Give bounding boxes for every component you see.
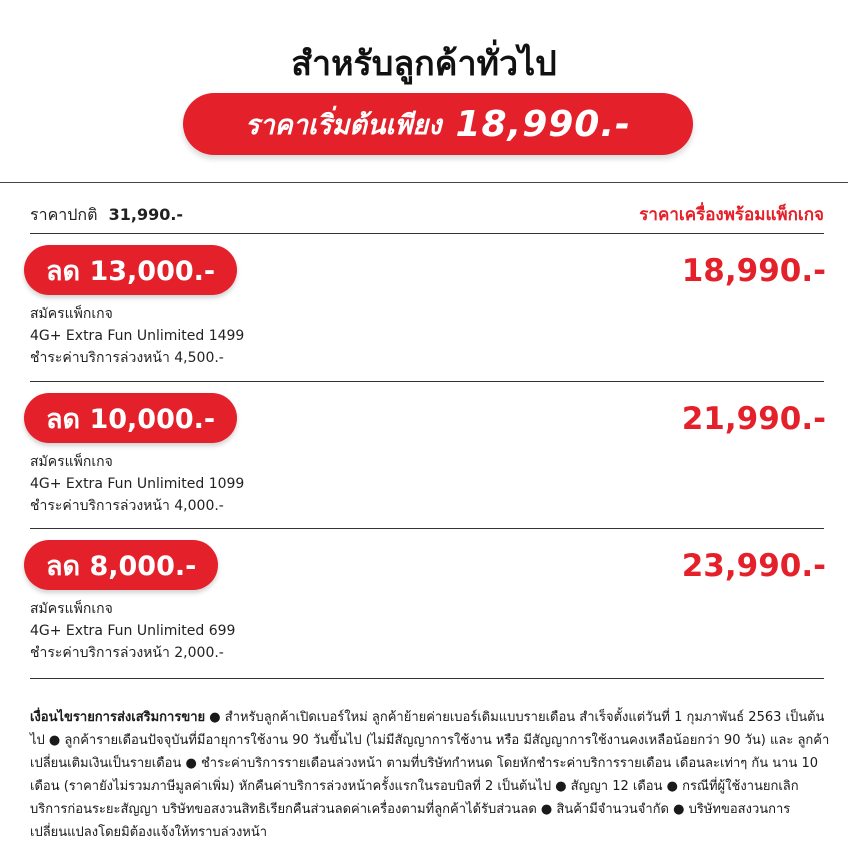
package-name: 4G+ Extra Fun Unlimited 1099	[30, 476, 245, 492]
promotion-conditions	[30, 706, 830, 844]
regular-price-row	[30, 203, 183, 228]
tier-details	[30, 598, 235, 664]
banner-label: ราคาเริ่มต้นเพียง	[245, 109, 442, 141]
conditions-title: เงื่อนไขรายการส่งเสริมการขาย	[30, 710, 206, 725]
divider	[30, 233, 824, 234]
tier-price: 21,990.-	[681, 401, 826, 437]
tier-details	[30, 451, 244, 517]
conditions-body: ● สำหรับลูกค้าเปิดเบอร์ใหม่ ลูกค้าย้ายค่ายเบอร์เดิมแบบรายเดือน สำเร็จตั้งแต่วันที่ 1 กุมภาพันธ์ 2563 เป็นต้นไป ● ลูกค้ารายเดือนปัจจุบันที่มีอายุการใช้งาน 90 วันขึ้นไป (ไม่มีสัญญาการใช้งาน หรือ มีสัญญาการใช้งานคงเหลือน้อยกว่า 90 วัน) และ ลูกค้าเปลี่ยนเติมเงินเป็นรายเดือน ● ชำระค่าบริการรายเดือนล่วงหน้า ตามที่บริษัทกำหนด โดยหักชำระค่าบริการรายเดือน เดือนละเท่าๆ กัน นาน 10 เดือน (ราคายังไม่รวมภาษีมูลค่าเพิ่ม) หักคืนค่าบริการล่วงหน้าครั้งแรกในรอบบิลที่ 2 เป็นต้นไป ● สัญญา 12 เดือน ● กรณีที่ผู้ใช้งานยกเลิกบริการก่อนระยะสัญญา บริษัทขอสงวนสิทธิเรียกคืนส่วนลดค่าเครื่องตามที่ลูกค้าได้รับส่วนลด ● สินค้ามีจำนวนจำกัด ● บริษัทขอสงวนการเปลี่ยนแปลงโดยมิต้องแจ้งให้ทราบล่วงหน้า	[30, 710, 830, 840]
advance-payment: ชำระค่าบริการล่วงหน้า 4,500.-	[30, 350, 224, 366]
tier-price: 23,990.-	[681, 548, 826, 584]
discount-badge: ลด 10,000.-	[24, 393, 237, 443]
regular-price-label: ราคาปกติ	[30, 205, 98, 224]
package-label: สมัครแพ็กเกจ	[30, 454, 113, 470]
tier-price: 18,990.-	[681, 253, 826, 289]
advance-payment: ชำระค่าบริการล่วงหน้า 4,000.-	[30, 498, 224, 514]
top-divider	[0, 182, 848, 183]
divider	[30, 528, 824, 529]
banner-price: 18,990.-	[455, 103, 631, 145]
advance-payment: ชำระค่าบริการล่วงหน้า 2,000.-	[30, 645, 224, 661]
package-price-heading: ราคาเครื่องพร้อมแพ็กเกจ	[639, 205, 824, 225]
package-name: 4G+ Extra Fun Unlimited 699	[30, 623, 236, 639]
regular-price-amount: 31,990.-	[108, 205, 184, 224]
package-name: 4G+ Extra Fun Unlimited 1499	[30, 328, 245, 344]
divider	[30, 381, 824, 382]
package-label: สมัครแพ็กเกจ	[30, 306, 113, 322]
divider	[30, 678, 824, 679]
tier-details	[30, 303, 244, 369]
discount-badge: ลด 13,000.-	[24, 245, 237, 295]
discount-badge: ลด 8,000.-	[24, 540, 218, 590]
package-label: สมัครแพ็กเกจ	[30, 601, 113, 617]
page-title: สำหรับลูกค้าทั่วไป	[291, 44, 557, 84]
starting-price-banner	[183, 93, 693, 155]
